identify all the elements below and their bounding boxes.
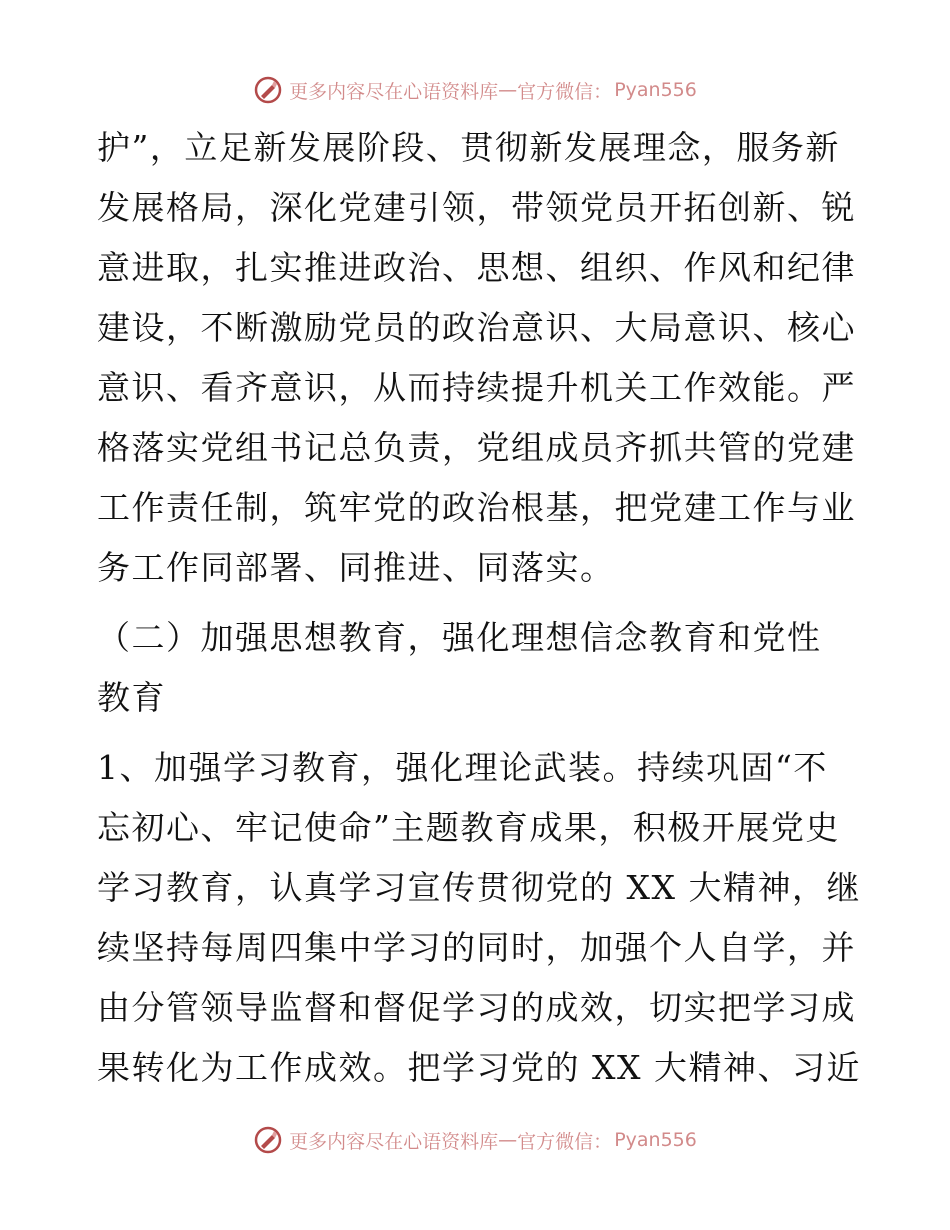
heading-line: （二）加强思想教育，强化理想信念教育和党性 — [97, 618, 822, 657]
watermark-dash: — — [498, 79, 518, 101]
text-line: 果转化为工作成效。把学习党的 XX 大精神、习近 — [97, 1048, 861, 1087]
watermark-wechat-label: 官方微信： — [517, 1130, 613, 1153]
text-line: 护”，立足新发展阶段、贯彻新发展理念，服务新 — [97, 128, 840, 167]
text-line: 务工作同部署、同推进、同落实。 — [97, 548, 615, 587]
section-heading — [97, 608, 857, 728]
watermark-wechat-id: Pyan556 — [614, 79, 697, 101]
watermark-main-text: 更多内容尽在心语资料库 — [289, 80, 499, 103]
text-line: 1、加强学习教育，强化理论武装。持续巩固“不 — [97, 748, 828, 787]
text-line: 意识、看齐意识，从而持续提升机关工作效能。严 — [97, 368, 856, 407]
heading-line: 教育 — [97, 678, 166, 717]
text-line: 续坚持每周四集中学习的同时，加强个人自学，并 — [97, 928, 856, 967]
paragraph-1 — [97, 118, 857, 598]
pen-logo-icon — [253, 75, 283, 105]
document-body — [97, 118, 861, 1098]
text-line: 忘初心、牢记使命”主题教育成果，积极开展党史 — [97, 808, 840, 847]
footer-watermark — [0, 1120, 950, 1160]
paragraph-2 — [97, 738, 861, 1098]
text-line: 意进取，扎实推进政治、思想、组织、作风和纪律 — [97, 248, 856, 287]
text-line: 由分管领导监督和督促学习的成效，切实把学习成 — [97, 988, 856, 1027]
text-line: 格落实党组书记总负责，党组成员齐抓共管的党建 — [97, 428, 856, 467]
text-line: 发展格局，深化党建引领，带领党员开拓创新、锐 — [97, 188, 856, 227]
watermark-main-text: 更多内容尽在心语资料库 — [289, 1130, 499, 1153]
watermark-wechat-id: Pyan556 — [614, 1129, 697, 1151]
text-line: 学习教育，认真学习宣传贯彻党的 XX 大精神，继 — [97, 868, 861, 907]
text-line: 工作责任制，筑牢党的政治根基，把党建工作与业 — [97, 488, 856, 527]
watermark-dash: — — [498, 1129, 518, 1151]
header-watermark — [0, 70, 950, 110]
text-line: 建设，不断激励党员的政治意识、大局意识、核心 — [97, 308, 856, 347]
pen-logo-icon — [253, 1125, 283, 1155]
watermark-wechat-label: 官方微信： — [517, 80, 613, 103]
